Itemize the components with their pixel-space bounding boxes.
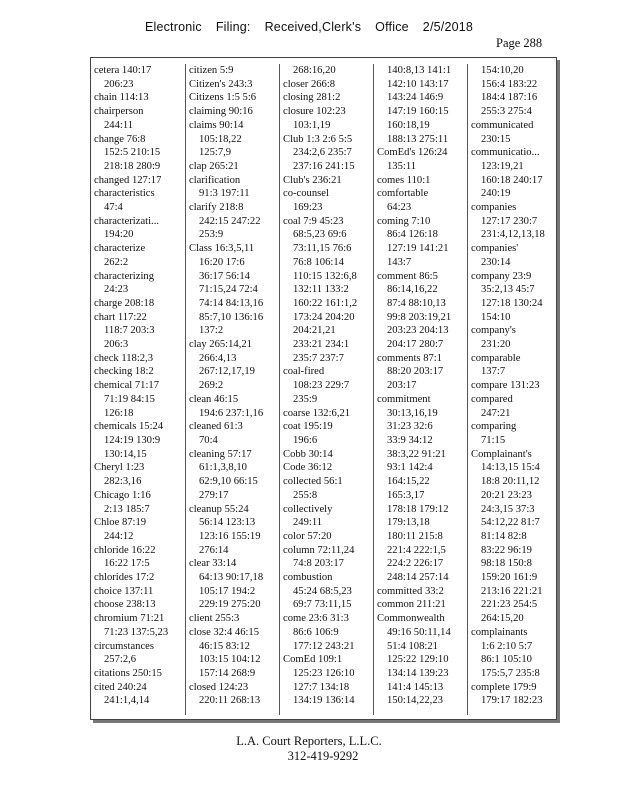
index-continuation: 1:6 2:10 5:7 <box>481 640 533 652</box>
index-entry: clean 46:15 <box>189 393 239 405</box>
index-continuation: 154:10,20 <box>481 65 524 76</box>
index-continuation: 184:4 187:16 <box>481 92 538 104</box>
footer <box>0 734 618 764</box>
index-continuation: 179:13,18 <box>387 517 430 529</box>
word-index-table <box>90 57 557 720</box>
header-office: Office <box>375 20 409 34</box>
index-continuation: 241:1,4,14 <box>104 695 150 707</box>
index-continuation: 105:18,22 <box>199 133 242 145</box>
index-continuation: 152:5 210:15 <box>104 147 161 159</box>
index-entry: ComEd's 126:24 <box>377 147 448 159</box>
index-entry: compare 131:23 <box>471 380 540 392</box>
index-continuation: 45:24 68:5,23 <box>293 585 352 597</box>
index-continuation: 68:5,23 69:6 <box>293 229 347 241</box>
index-continuation: 234:2,6 235:7 <box>293 147 352 159</box>
index-continuation: 169:23 <box>293 202 323 214</box>
index-continuation: 165:3,17 <box>387 489 425 501</box>
index-continuation: 137:7 <box>481 366 506 378</box>
index-continuation: 269:2 <box>199 380 224 392</box>
index-entry: Class 16:3,5,11 <box>189 243 255 255</box>
index-continuation: 81:14 82:8 <box>481 530 527 542</box>
index-continuation: 194:20 <box>104 229 134 241</box>
index-continuation: 76:8 106:14 <box>293 256 344 268</box>
index-continuation: 83:22 96:19 <box>481 544 532 556</box>
index-entry: chromium 71:21 <box>94 613 165 625</box>
index-continuation: 224:2 226:17 <box>387 558 444 570</box>
index-entry: closing 281:2 <box>283 92 341 104</box>
index-continuation: 206:23 <box>104 78 134 90</box>
index-entry: clarification <box>189 174 241 186</box>
header-filing: Filing: <box>215 20 251 34</box>
index-continuation: 71:15,24 72:4 <box>199 284 258 296</box>
index-continuation: 74:14 84:13,16 <box>199 297 264 309</box>
index-continuation: 134:19 136:14 <box>293 695 355 707</box>
index-continuation: 203:17 <box>387 380 417 392</box>
index-continuation: 249:11 <box>293 517 323 529</box>
page-number: Page 288 <box>496 36 543 50</box>
index-entry: companies' <box>471 243 519 255</box>
index-continuation: 220:11 268:13 <box>199 695 261 707</box>
index-entry: Commonwealth <box>377 613 445 625</box>
index-continuation: 266:4,13 <box>199 352 237 364</box>
index-entry: cleaning 57:17 <box>189 448 252 460</box>
index-continuation: 127:7 134:18 <box>293 681 350 693</box>
index-entry: Code 36:12 <box>283 462 333 474</box>
index-continuation: 86:6 106:9 <box>293 626 339 638</box>
index-entry: comparable <box>471 352 521 364</box>
index-entry: cleaned 61:3 <box>189 421 243 433</box>
index-continuation: 180:11 215:8 <box>387 530 443 542</box>
index-continuation: 123:19,21 <box>481 160 524 172</box>
index-continuation: 204:21,21 <box>293 325 336 337</box>
index-continuation: 213:16 221:21 <box>481 585 543 597</box>
index-entry: check 118:2,3 <box>94 352 154 364</box>
index-entry: comment 86:5 <box>377 270 438 282</box>
index-entry: chart 117:22 <box>94 311 147 323</box>
index-continuation: 2:13 185:7 <box>104 503 150 515</box>
index-column-1 <box>91 64 183 715</box>
index-continuation: 235:7 237:7 <box>293 352 344 364</box>
index-entry: circumstances <box>94 640 155 652</box>
index-entry: Cobb 30:14 <box>283 448 333 460</box>
index-continuation: 61:1,3,8,10 <box>199 462 247 474</box>
index-entry: closure 102:23 <box>283 106 346 118</box>
index-entry: close 32:4 46:15 <box>189 626 260 638</box>
index-continuation: 105:17 194:2 <box>199 585 256 597</box>
index-continuation: 16:22 17:5 <box>104 558 150 570</box>
index-entry: come 23:6 31:3 <box>283 613 349 625</box>
index-continuation: 142:10 143:17 <box>387 78 449 90</box>
index-continuation: 196:6 <box>293 434 318 446</box>
index-entry: Chicago 1:16 <box>94 489 151 501</box>
index-entry: citizen 5:9 <box>189 65 234 76</box>
index-continuation: 62:9,10 66:15 <box>199 476 258 488</box>
index-continuation: 103:15 104:12 <box>199 654 261 666</box>
index-continuation: 86:4 126:18 <box>387 229 438 241</box>
index-entry: clear 33:14 <box>189 558 237 570</box>
index-continuation: 99:8 203:19,21 <box>387 311 452 323</box>
index-entry: clay 265:14,21 <box>189 339 252 351</box>
index-entry: cited 240:24 <box>94 681 147 693</box>
index-continuation: 93:1 142:4 <box>387 462 433 474</box>
index-continuation: 24:3,15 37:3 <box>481 503 535 515</box>
index-entry: Citizens 1:5 5:6 <box>189 92 257 104</box>
index-continuation: 85:7,10 136:16 <box>199 311 264 323</box>
header-electronic: Electronic <box>144 20 202 34</box>
index-continuation: 257:2,6 <box>104 654 137 666</box>
index-entry: client 255:3 <box>189 613 240 625</box>
index-entry: chloride 16:22 <box>94 544 156 556</box>
index-continuation: 244:12 <box>104 530 134 542</box>
index-continuation: 242:15 247:22 <box>199 215 261 227</box>
index-entry: Club's 236:21 <box>283 174 342 186</box>
index-entry: combustion <box>283 572 333 584</box>
index-continuation: 175:5,7 235:8 <box>481 667 540 679</box>
index-entry: coal-fired <box>283 366 325 378</box>
index-continuation: 237:16 241:15 <box>293 160 355 172</box>
index-continuation: 49:16 50:11,14 <box>387 626 451 638</box>
index-continuation: 244:11 <box>104 119 134 131</box>
index-continuation: 253:9 <box>199 229 224 241</box>
index-column-3 <box>279 64 373 715</box>
index-continuation: 230:15 <box>481 133 511 145</box>
index-continuation: 156:4 183:22 <box>481 78 538 90</box>
index-continuation: 255:3 275:4 <box>481 106 532 118</box>
index-continuation: 160:18 240:17 <box>481 174 543 186</box>
index-continuation: 30:13,16,19 <box>387 407 438 419</box>
index-continuation: 194:6 237:1,16 <box>199 407 264 419</box>
index-continuation: 56:14 123:13 <box>199 517 256 529</box>
index-entry: chemical 71:17 <box>94 380 160 392</box>
index-entry: closed 124:23 <box>189 681 249 693</box>
index-continuation: 126:18 <box>104 407 134 419</box>
index-continuation: 20:21 23:23 <box>481 489 532 501</box>
index-continuation: 130:14,15 <box>104 448 147 460</box>
index-entry: closer 266:8 <box>283 78 336 90</box>
index-entry: co-counsel <box>283 188 329 200</box>
index-continuation: 51:4 108:21 <box>387 640 438 652</box>
index-continuation: 137:2 <box>199 325 224 337</box>
index-continuation: 118:7 203:3 <box>104 325 155 337</box>
index-continuation: 279:17 <box>199 489 229 501</box>
index-continuation: 103:1,19 <box>293 119 331 131</box>
index-entry: citations 250:15 <box>94 667 162 679</box>
header-date: 2/5/2018 <box>422 20 474 34</box>
index-entry: coming 7:10 <box>377 215 431 227</box>
index-column-4 <box>373 64 467 715</box>
index-continuation: 150:14,22,23 <box>387 695 443 707</box>
index-continuation: 255:8 <box>293 489 318 501</box>
index-continuation: 71:23 137:5,23 <box>104 626 169 638</box>
index-continuation: 35:2,13 45:7 <box>481 284 535 296</box>
index-continuation: 123:16 155:19 <box>199 530 261 542</box>
index-continuation: 262:2 <box>104 256 129 268</box>
index-entry: chemicals 15:24 <box>94 421 164 433</box>
index-entry: communicated <box>471 119 534 131</box>
index-continuation: 16:20 17:6 <box>199 256 245 268</box>
index-entry: complete 179:9 <box>471 681 537 693</box>
index-continuation: 31:23 32:6 <box>387 421 433 433</box>
index-entry: Citizen's 243:3 <box>189 78 253 90</box>
index-entry: comes 110:1 <box>377 174 431 186</box>
index-column-5 <box>467 64 556 715</box>
index-continuation: 110:15 132:6,8 <box>293 270 357 282</box>
index-entry: coarse 132:6,21 <box>283 407 351 419</box>
index-continuation: 204:17 280:7 <box>387 339 444 351</box>
index-entry: Chloe 87:19 <box>94 517 147 529</box>
index-continuation: 240:19 <box>481 188 511 200</box>
index-entry: communicatio... <box>471 147 540 159</box>
index-continuation: 143:7 <box>387 256 412 268</box>
index-entry: charge 208:18 <box>94 297 155 309</box>
index-entry: color 57:20 <box>283 530 332 542</box>
index-continuation: 36:17 56:14 <box>199 270 250 282</box>
index-continuation: 88:20 203:17 <box>387 366 444 378</box>
index-continuation: 132:11 133:2 <box>293 284 349 296</box>
index-continuation: 143:24 146:9 <box>387 92 444 104</box>
index-entry: collected 56:1 <box>283 476 343 488</box>
index-continuation: 134:14 139:23 <box>387 667 449 679</box>
index-continuation: 33:9 34:12 <box>387 434 433 446</box>
index-continuation: 127:17 230:7 <box>481 215 538 227</box>
index-continuation: 164:15,22 <box>387 476 430 488</box>
index-continuation: 38:3,22 91:21 <box>387 448 446 460</box>
index-entry: characterize <box>94 243 146 255</box>
index-entry: Club 1:3 2:6 5:5 <box>283 133 353 145</box>
index-continuation: 86:1 105:10 <box>481 654 532 666</box>
index-continuation: 46:15 83:12 <box>199 640 250 652</box>
index-continuation: 248:14 257:14 <box>387 572 449 584</box>
index-continuation: 154:10 <box>481 311 511 323</box>
index-continuation: 108:23 229:7 <box>293 380 350 392</box>
index-continuation: 221:23 254:5 <box>481 599 538 611</box>
index-continuation: 276:14 <box>199 544 229 556</box>
index-continuation: 235:9 <box>293 393 318 405</box>
index-continuation: 160:22 161:1,2 <box>293 297 358 309</box>
index-entry: choose 238:13 <box>94 599 156 611</box>
index-continuation: 267:12,17,19 <box>199 366 255 378</box>
index-entry: Complainant's <box>471 448 532 460</box>
index-continuation: 282:3,16 <box>104 476 142 488</box>
index-entry: change 76:8 <box>94 133 146 145</box>
index-entry: commitment <box>377 393 431 405</box>
index-entry: clap 265:21 <box>189 160 239 172</box>
index-entry: changed 127:17 <box>94 174 162 186</box>
index-continuation: 86:14,16,22 <box>387 284 438 296</box>
index-continuation: 24:23 <box>104 284 129 296</box>
index-continuation: 98:18 150:8 <box>481 558 532 570</box>
index-entry: column 72:11,24 <box>283 544 355 556</box>
index-entry: coal 7:9 45:23 <box>283 215 344 227</box>
index-continuation: 70:4 <box>199 434 218 446</box>
index-continuation: 18:8 20:11,12 <box>481 476 540 488</box>
index-entry: checking 18:2 <box>94 366 154 378</box>
index-continuation: 218:18 280:9 <box>104 160 161 172</box>
index-continuation: 229:19 275:20 <box>199 599 261 611</box>
index-entry: chairperson <box>94 106 144 118</box>
index-continuation: 230:14 <box>481 256 511 268</box>
index-continuation: 203:23 204:13 <box>387 325 449 337</box>
index-entry: choice 137:11 <box>94 585 154 597</box>
index-continuation: 231:20 <box>481 339 511 351</box>
index-continuation: 188:13 275:11 <box>387 133 449 145</box>
index-entry: company's <box>471 325 516 337</box>
index-entry: cetera 140:17 <box>94 65 152 76</box>
index-continuation: 178:18 179:12 <box>387 503 449 515</box>
index-continuation: 264:15,20 <box>481 613 524 625</box>
index-continuation: 71:15 <box>481 434 506 446</box>
index-continuation: 159:20 161:9 <box>481 572 538 584</box>
index-entry: clarify 218:8 <box>189 202 244 214</box>
index-continuation: 135:11 <box>387 160 417 172</box>
index-continuation: 125:23 126:10 <box>293 667 355 679</box>
index-continuation: 64:23 <box>387 202 412 214</box>
index-entry: characterizing <box>94 270 154 282</box>
index-continuation: 147:19 160:15 <box>387 106 449 118</box>
index-continuation: 221:4 222:1,5 <box>387 544 446 556</box>
index-continuation: 14:13,15 15:4 <box>481 462 540 474</box>
index-continuation: 141:4 145:13 <box>387 681 444 693</box>
index-continuation: 71:19 84:15 <box>104 393 155 405</box>
footer-company: L.A. Court Reporters, L.L.C. <box>236 734 382 748</box>
index-entry: comparing <box>471 421 517 433</box>
index-continuation: 268:16,20 <box>293 65 336 76</box>
index-continuation: 233:21 234:1 <box>293 339 350 351</box>
index-continuation: 64:13 90:17,18 <box>199 572 264 584</box>
header-received: Received,Clerk's <box>264 20 362 34</box>
index-continuation: 140:8,13 141:1 <box>387 65 452 76</box>
index-entry: companies <box>471 202 517 214</box>
index-continuation: 179:17 182:23 <box>481 695 543 707</box>
index-continuation: 160:18,19 <box>387 119 430 131</box>
index-continuation: 91:3 197:11 <box>199 188 250 200</box>
index-entry: chlorides 17:2 <box>94 572 155 584</box>
index-entry: collectively <box>283 503 333 515</box>
index-continuation: 124:19 130:9 <box>104 434 161 446</box>
footer-phone: 312-419-9292 <box>287 749 359 763</box>
index-entry: chain 114:13 <box>94 92 149 104</box>
index-continuation: 177:12 243:21 <box>293 640 355 652</box>
index-entry: coat 195:19 <box>283 421 333 433</box>
index-entry: comments 87:1 <box>377 352 443 364</box>
index-continuation: 127:19 141:21 <box>387 243 449 255</box>
index-entry: compared <box>471 393 513 405</box>
index-continuation: 247:21 <box>481 407 511 419</box>
index-continuation: 87:4 88:10,13 <box>387 297 446 309</box>
index-continuation: 74:8 203:17 <box>293 558 344 570</box>
index-continuation: 157:14 268:9 <box>199 667 256 679</box>
index-entry: common 211:21 <box>377 599 446 611</box>
index-continuation: 69:7 73:11,15 <box>293 599 352 611</box>
index-continuation: 47:4 <box>104 202 123 214</box>
index-entry: committed 33:2 <box>377 585 444 597</box>
index-entry: complainants <box>471 626 528 638</box>
index-entry: cleanup 55:24 <box>189 503 249 515</box>
index-continuation: 173:24 204:20 <box>293 311 355 323</box>
index-entry: company 23:9 <box>471 270 532 282</box>
index-entry: Cheryl 1:23 <box>94 462 145 474</box>
filing-header <box>0 20 618 34</box>
index-entry: claiming 90:16 <box>189 106 253 118</box>
index-continuation: 231:4,12,13,18 <box>481 229 545 241</box>
index-entry: characteristics <box>94 188 155 200</box>
index-continuation: 206:3 <box>104 339 129 351</box>
index-entry: characterizati... <box>94 215 159 227</box>
index-continuation: 73:11,15 76:6 <box>293 243 352 255</box>
index-continuation: 127:18 130:24 <box>481 297 543 309</box>
index-entry: claims 90:14 <box>189 119 244 131</box>
index-entry: comfortable <box>377 188 429 200</box>
index-entry: ComEd 109:1 <box>283 654 343 666</box>
index-continuation: 125:7,9 <box>199 147 232 159</box>
index-column-2 <box>185 64 279 715</box>
index-continuation: 125:22 129:10 <box>387 654 449 666</box>
index-continuation: 54:12,22 81:7 <box>481 517 540 529</box>
